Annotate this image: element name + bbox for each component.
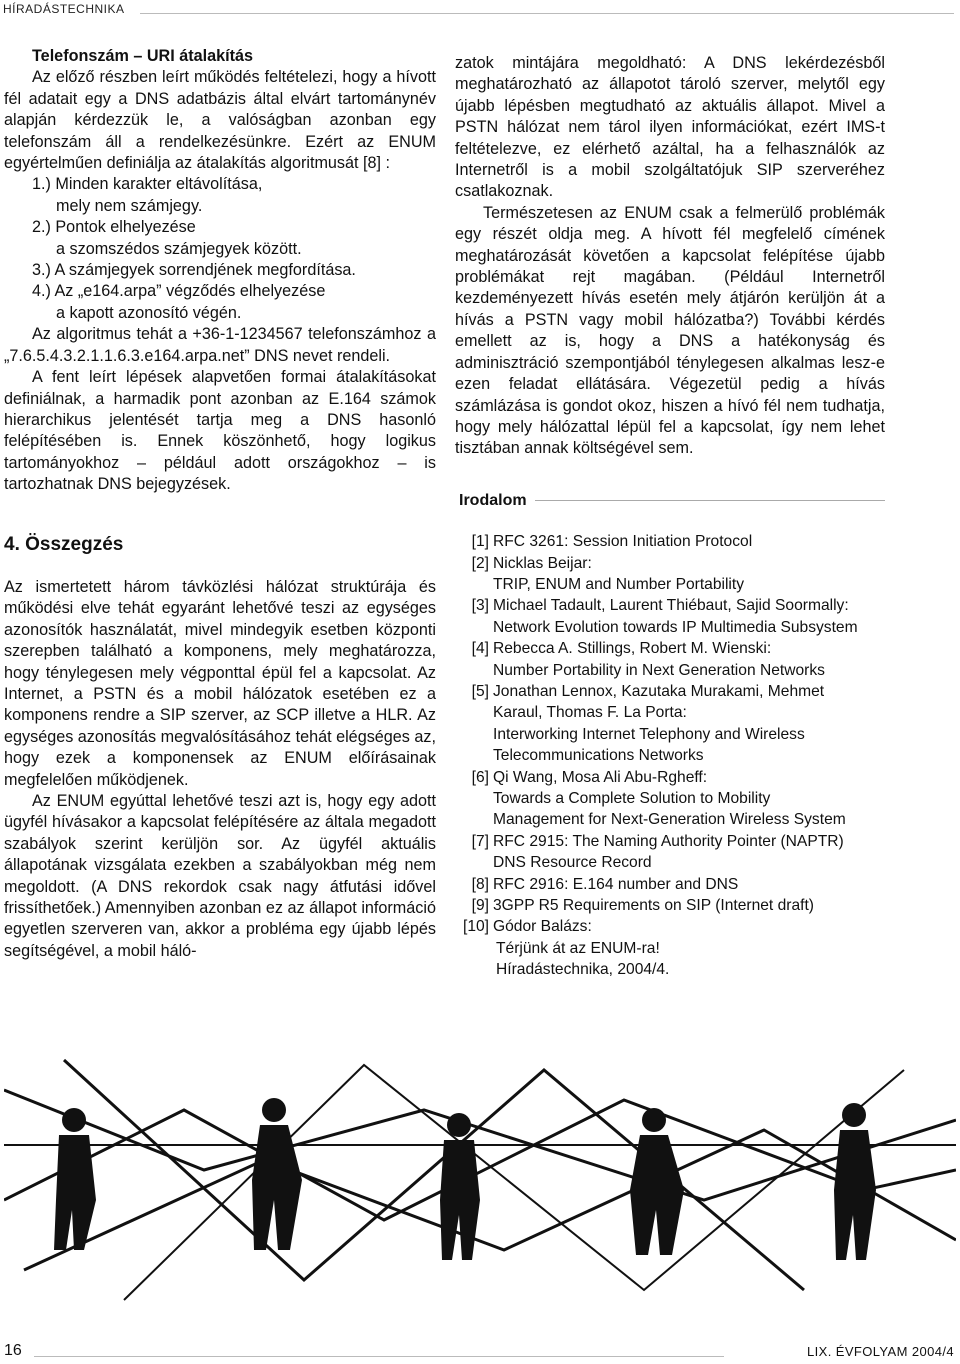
paragraph-2: A fent leírt lépések alapvetően formai átalakításokat definiálnak, a harmadik pont azonban az E.164 számok hierarchikus jelentését tartja meg a DNS hasonló felépítésében is. Ennek köszönhető, hogy logikus tartományokhoz – például adott országokhoz – is tartozhatnak DNS bejegyzések. [4, 368, 436, 494]
figure-1 [54, 1108, 96, 1250]
references-list [455, 531, 885, 981]
section-title: 4. Összegzés [4, 533, 124, 555]
reference-10: [10] Gódor Balázs: Térjünk át az ENUM-ra! Híradástechnika, 2004/4. [462, 918, 670, 979]
summary-paragraph-1: Az ismertetett három távközlési hálózat struktúrája és működési elve tehát egyaránt lehetővé teszi az egységes azonosítók használatát, mivel mindegyik esetben központi szerepben található a komponens, mely meghatározza, hogy ténylegesen mely végponttal épül fel a kapcsolat. Az Internet, a PSTN és a mobil hálózatok esetében ez a komponens rendre a SIP szerver, az SCP illetve a HLR. Az egységes azonosítás megvalósításához tehát elégséges az, hogy ezek a komponensek az ENUM előírásainak megfelelően működjenek. [4, 577, 436, 789]
continuation-paragraph: zatok mintájára megoldható: A DNS lekérdezésből meghatározható az állapotot tároló szerver, melytől egy újabb lépésben megtudható az aktuális állapot. Mivel a PSTN hálózat nem tárol ilyen információkat, ezért IMS-t feltételezve, ez elérhető azáltal, ha a felhasználók az Internetről is a mobil szolgáltatójuk SIP szerveréhez csatlakoznak. [455, 54, 885, 201]
step-1: 1.) Minden karakter eltávolítása, [32, 175, 263, 194]
algorithm-steps [4, 174, 436, 324]
references-title: Irodalom [459, 491, 527, 509]
summary-paragraph-2: Az ENUM egyúttal lehetővé teszi azt is, hogy egy adott ügyfél hívásakor a kapcsolat felépítésére az általa megadott szabályok szerint kerüljön sor. Az ügyfél aktuális állapotának vizsgálata ezekben a szabályokban még nem megoldott. (A DNS rekordok csak nagy átfutási idővel frissíthetőek.) Amennyiben azonban ez az állapot információ egyetlen szerveren van, akkor a probléma egy újabb lépés segítségével, a mobil háló- [4, 792, 436, 960]
references-rule [535, 500, 885, 501]
closing-paragraph: Természetesen az ENUM csak a felmerülő problémák egy részét oldja meg. A hívott fél megfelelő címének meghatározását követően a kapcsolat felépítése újabb problémákat rejt magában. (Például Internetről kezdeményezett hívás esetén mely átjárón kerüljön át a hívás a PSTN vagy mobil hálózatba?) További kérdés emellett az is, hogy a DNS a hatékonyság és adminisztráció szempontjából ténylegesen alkalmas lesz-e ezen feladat ellátására. Végezetül pedig a hívás számlázása is gondot okoz, hiszen a hívó fél nem tudhatja, hogy mely hálózattal lépül fel a kapcsolat, így nem lehet tisztában annak költségével sem. [455, 203, 885, 458]
references-heading [455, 490, 885, 511]
reference-8: [8] RFC 2916: E.164 number and DNS [471, 875, 739, 893]
step-4-cont: a kapott azonosító végén. [56, 303, 242, 322]
step-4: 4.) Az „e164.arpa” végződés elhelyezése [32, 282, 326, 301]
reference-1: [1] RFC 3261: Session Initiation Protocol [471, 533, 753, 551]
step-3: 3.) A számjegyek sorrendjének megfordítása. [32, 261, 356, 280]
figures [54, 1098, 876, 1260]
cords [4, 1060, 956, 1300]
example-paragraph: Az algoritmus tehát a +36-1-1234567 telefonszámhoz a „7.6.5.4.3.2.1.1.6.3.e164.arpa.net” DNS nevet rendeli. [4, 325, 436, 365]
page-number: 16 [4, 1342, 22, 1359]
figure-2 [252, 1098, 302, 1250]
right-column [455, 53, 885, 981]
illustration [4, 1050, 956, 1308]
figure-5 [834, 1103, 876, 1260]
step-2-cont: a szomszédos számjegyek között. [56, 239, 302, 258]
footer-rule [34, 1356, 724, 1357]
reference-2: [2] Nicklas Beijar: TRIP, ENUM and Number Portability [471, 554, 745, 593]
step-2: 2.) Pontok elhelyezése [32, 218, 196, 237]
reference-3: [3] Michael Tadault, Laurent Thiébaut, Sajid Soormally: Network Evolution towards IP Multimedia Subsystem [471, 597, 858, 636]
reference-5: [5] Jonathan Lennox, Kazutaka Murakami, Mehmet Karaul, Thomas F. La Porta: Interworking Internet Telephony and Wireless Telecommunications Networks [471, 682, 825, 765]
step-1-cont: mely nem számjegy. [56, 196, 203, 215]
section-header: HÍRADÁSTECHNIKA [3, 2, 125, 16]
figure-3 [440, 1113, 480, 1260]
reference-6: [6] Qi Wang, Mosa Ali Abu-Rgheff: Towards a Complete Solution to Mobility Management for Next-Generation Wireless System [471, 768, 846, 829]
header-rule [140, 13, 954, 14]
figure-4 [630, 1108, 684, 1255]
left-column [4, 46, 436, 962]
volume-info: LIX. ÉVFOLYAM 2004/4 [807, 1344, 954, 1359]
intro-paragraph: Az előző részben leírt működés feltételezi, hogy a hívott fél adatait egy a DNS adatbázis által elvárt tartománynév alapján kérdezzük le, a valóságban azonban egy telefonszám áll a rendelkezésünkre. Ezért az ENUM egyértelműen definiálja az átalakítás algoritmusát [8] : [4, 68, 436, 173]
reference-7: [7] RFC 2915: The Naming Authority Pointer (NAPTR) DNS Resource Record [471, 832, 844, 872]
reference-9: [9] 3GPP R5 Requirements on SIP (Internet draft) [471, 897, 814, 915]
reference-4: [4] Rebecca A. Stillings, Robert M. Wienski: Number Portability in Next Generation Networks [471, 640, 825, 679]
subheading: Telefonszám – URI átalakítás [32, 47, 254, 65]
